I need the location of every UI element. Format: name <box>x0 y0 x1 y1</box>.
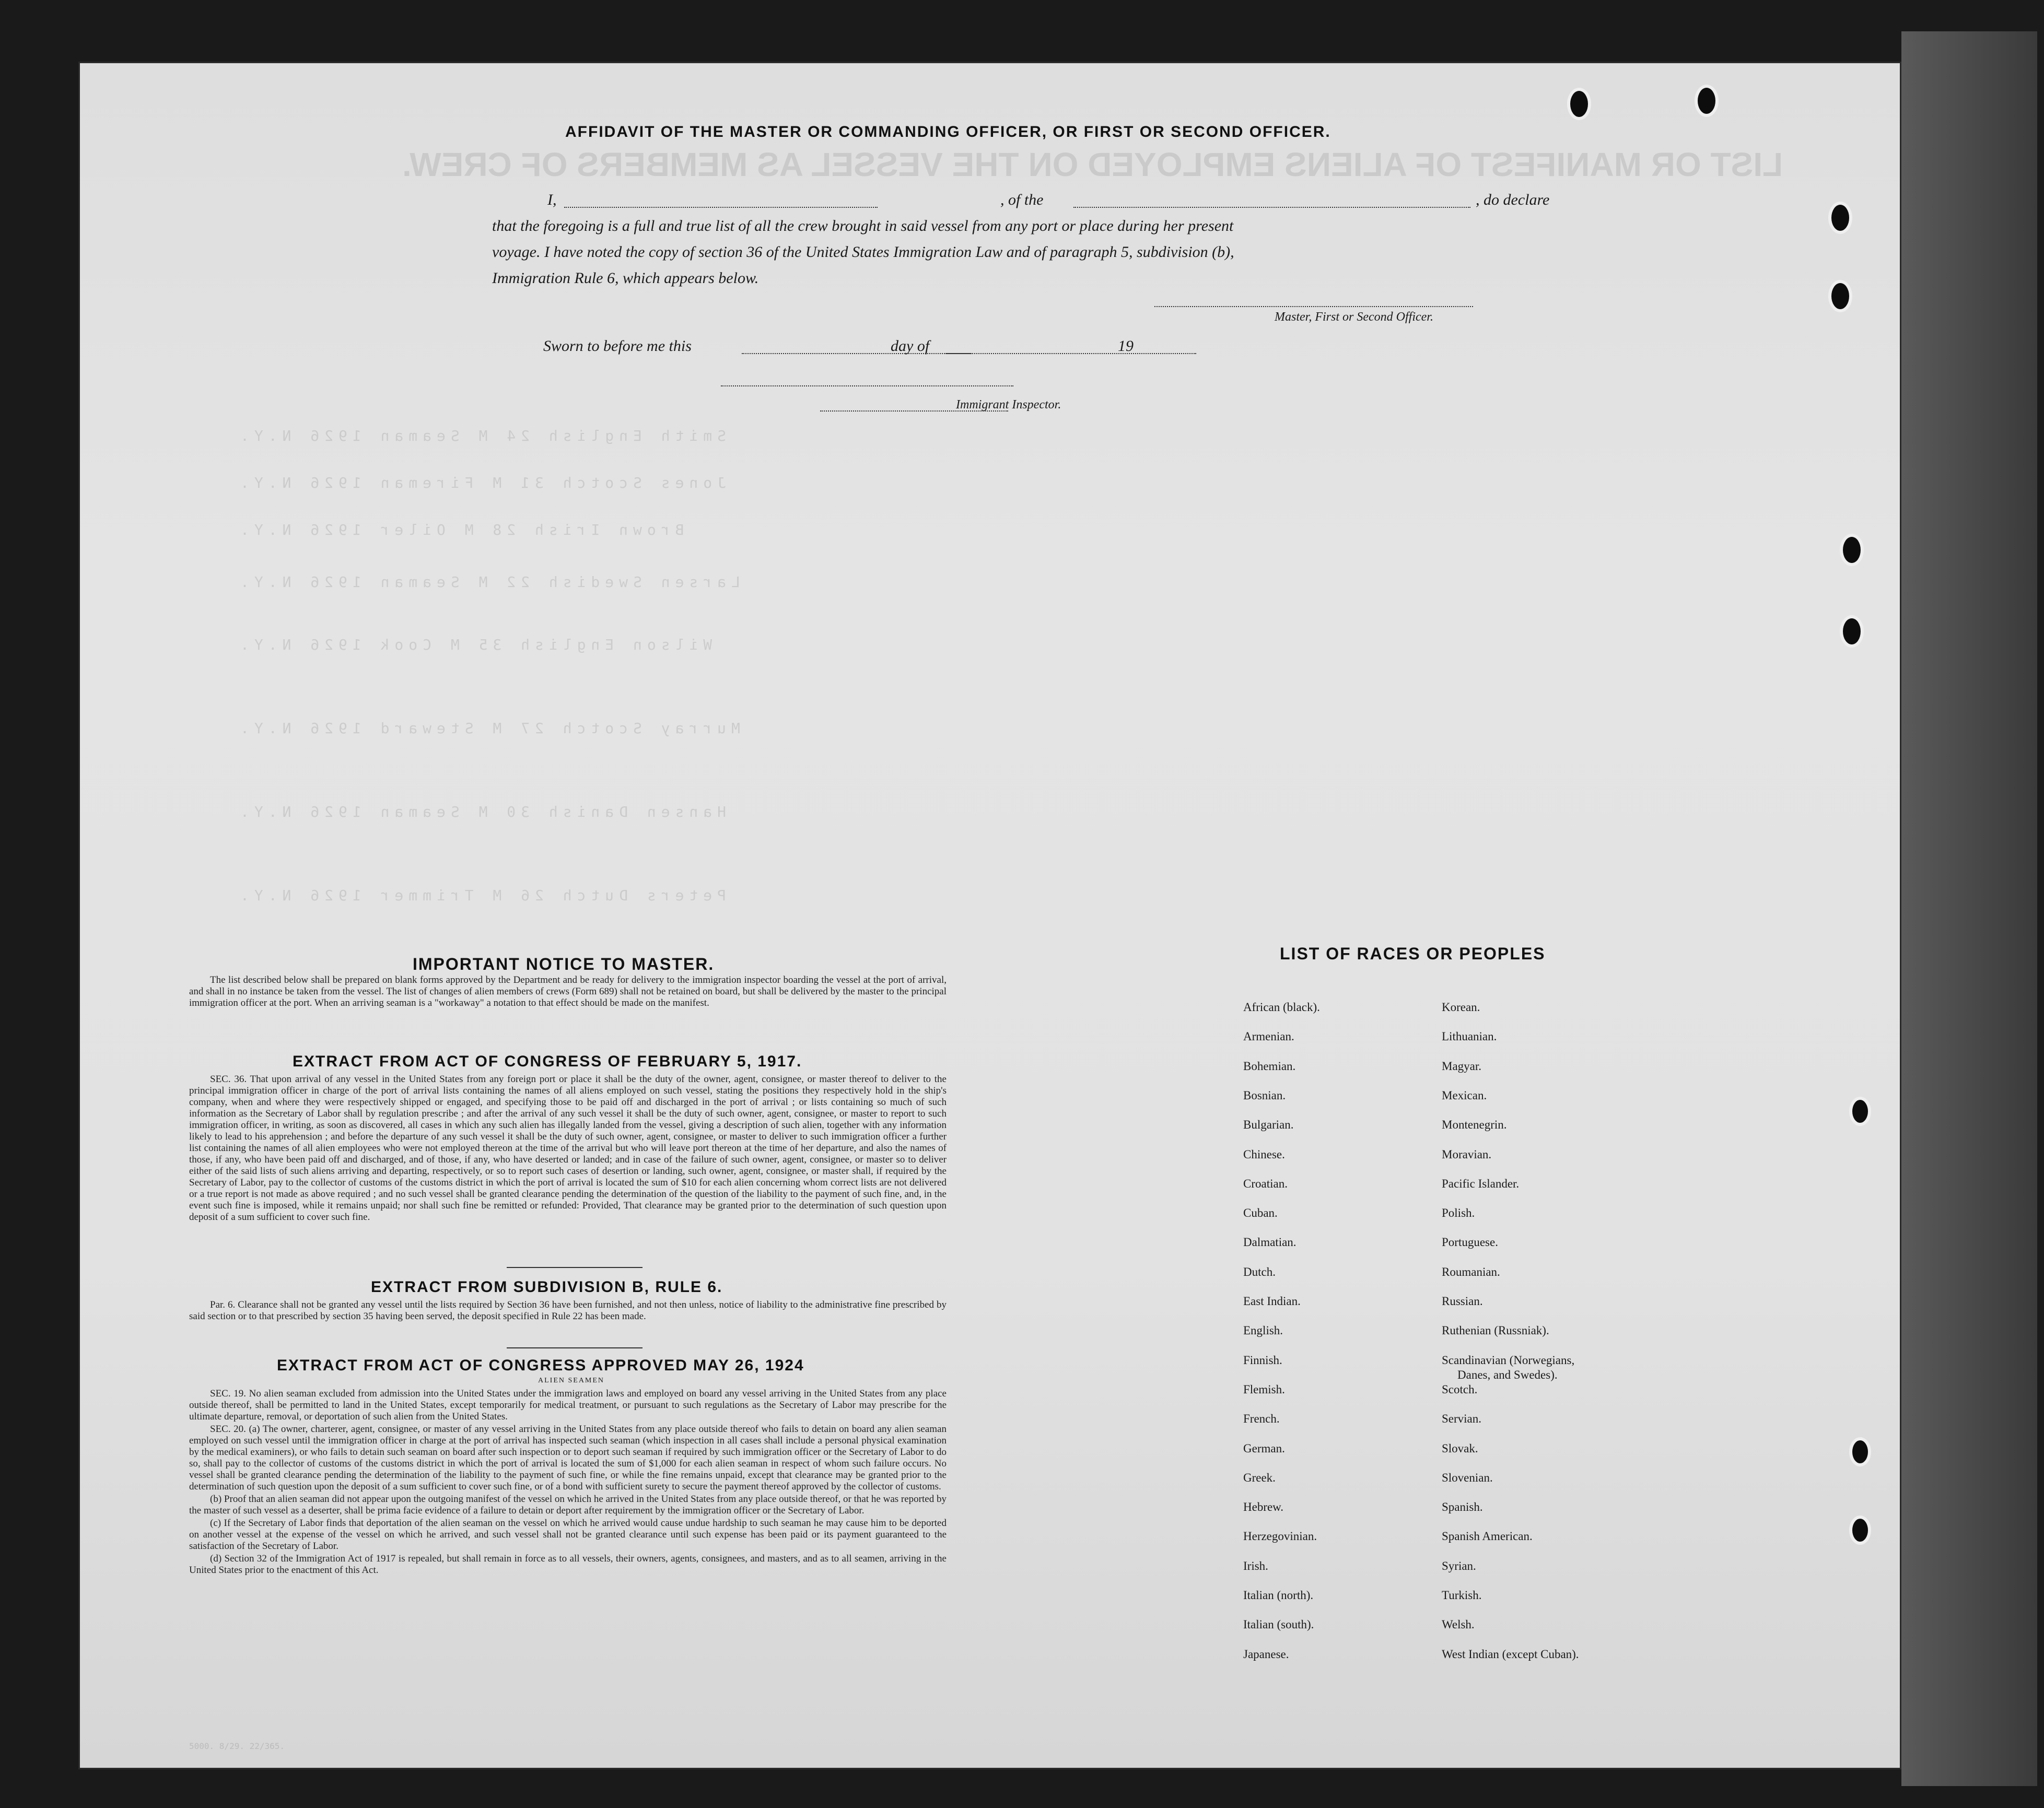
race-item: Danes, and Swedes). <box>1457 1368 1558 1381</box>
race-item: West Indian (except Cuban). <box>1442 1647 1579 1661</box>
race-item: Ruthenian (Russniak). <box>1442 1324 1549 1337</box>
paper-edge-shadow <box>1901 31 2037 1786</box>
race-item: Spanish. <box>1442 1500 1483 1514</box>
punch-hole <box>1849 1097 1871 1126</box>
affidavit-title: AFFIDAVIT OF THE MASTER OR COMMANDING OFFICER, OR FIRST OR SECOND OFFICER. <box>565 123 1331 140</box>
inspector-signature-rule <box>721 385 1013 386</box>
bleed-through-row: Murray Scotch 27 M Steward 1926 N.Y. <box>235 720 740 737</box>
section-divider <box>507 1347 643 1348</box>
race-item: Flemish. <box>1243 1382 1285 1396</box>
race-item: Montenegrin. <box>1442 1118 1507 1132</box>
race-item: Scotch. <box>1442 1382 1478 1396</box>
bleed-through-row: Larsen Swedish 22 M Seaman 1926 N.Y. <box>235 573 740 591</box>
extract-1917-title: EXTRACT FROM ACT OF CONGRESS OF FEBRUARY 5, 1917. <box>293 1053 802 1070</box>
punch-hole <box>1840 615 1864 648</box>
form-code: 5000. 8/29. 22/365. <box>189 1741 285 1751</box>
race-item: French. <box>1243 1412 1280 1426</box>
race-item: Korean. <box>1442 1001 1480 1014</box>
extract-1924-title: EXTRACT FROM ACT OF CONGRESS APPROVED MAY 26, 1924 <box>277 1357 804 1374</box>
race-item: Lithuanian. <box>1442 1030 1497 1043</box>
race-item: Syrian. <box>1442 1559 1476 1572</box>
race-item: Slovak. <box>1442 1441 1478 1455</box>
race-item: Moravian. <box>1442 1147 1492 1161</box>
race-item: Dalmatian. <box>1243 1236 1297 1249</box>
sworn-dayof-label: day of <box>891 337 930 355</box>
section-divider <box>507 1267 643 1268</box>
extract-rule6-body: Par. 6. Clearance shall not be granted any vessel until the lists required by Section 36 have been furnished, and not then unless, notice of liability to the administrative fine prescribed by said section or to that prescribed by section 35 having been served, the deposit specified in Rule 22 has been made. <box>189 1299 947 1322</box>
punch-hole <box>1849 1437 1871 1466</box>
affidavit-vessel-label: , of the <box>1000 191 1044 208</box>
race-item: East Indian. <box>1243 1295 1301 1308</box>
affidavit-text-line: that the foregoing is a full and true list of all the crew brought in said vessel from any port or place during her present <box>492 217 1234 234</box>
punch-hole <box>1828 280 1852 312</box>
race-item: Italian (south). <box>1243 1618 1314 1631</box>
race-item: Cuban. <box>1243 1206 1278 1220</box>
race-item: Japanese. <box>1243 1647 1289 1661</box>
document-page <box>78 62 1901 1769</box>
race-item: African (black). <box>1243 1001 1320 1014</box>
notice-title: IMPORTANT NOTICE TO MASTER. <box>413 955 715 973</box>
race-item: Dutch. <box>1243 1265 1276 1278</box>
officer-signature-field[interactable] <box>1154 306 1473 307</box>
sworn-month-field[interactable] <box>945 353 1196 354</box>
sworn-day-field[interactable] <box>742 353 972 354</box>
race-item: Bulgarian. <box>1243 1118 1294 1132</box>
bleed-through-title: LIST OR MANIFEST OF ALIENS EMPLOYED ON THE VESSEL AS MEMBERS OF CREW. <box>402 146 1783 183</box>
race-item: Portuguese. <box>1442 1236 1498 1249</box>
bleed-through-row: Brown Irish 28 M Oiler 1926 N.Y. <box>235 521 684 538</box>
declarant-name-field[interactable] <box>564 207 878 208</box>
punch-hole <box>1840 534 1864 566</box>
race-item: Finnish. <box>1243 1353 1282 1367</box>
bleed-through-row: Smith English 24 M Seaman 1926 N.Y. <box>235 427 727 444</box>
race-item: Irish. <box>1243 1559 1268 1572</box>
extract-1924-subtitle: ALIEN SEAMEN <box>538 1377 605 1384</box>
punch-hole <box>1695 85 1719 117</box>
inspector-caption: Immigrant Inspector. <box>956 398 1061 412</box>
race-item: Armenian. <box>1243 1030 1294 1043</box>
bleed-through-row: Wilson English 35 M Cook 1926 N.Y. <box>235 636 713 653</box>
affidavit-declarant-label: I, <box>547 191 557 208</box>
punch-hole <box>1849 1516 1871 1545</box>
punch-hole <box>1828 202 1852 234</box>
race-item: Mexican. <box>1442 1088 1487 1102</box>
notice-body: The list described below shall be prepared on blank forms approved by the Department and be ready for delivery to the immigration inspector boarding the vessel at the port of arrival, and shall in no instance be taken from the vessel. The list of changes of alien members of crews (Form 689) shall not be retained on board, but shall be delivered by the master to the principal immigration officer at the port. When an arriving seaman is a "workaway" a notation to that effect should be made on the manifest. <box>189 975 947 1008</box>
bleed-through-row: Hansen Danish 30 M Seaman 1926 N.Y. <box>235 803 727 820</box>
race-item: Chinese. <box>1243 1147 1285 1161</box>
race-item: Russian. <box>1442 1295 1483 1308</box>
officer-signature-caption: Master, First or Second Officer. <box>1275 310 1433 324</box>
race-item: Welsh. <box>1442 1618 1475 1631</box>
race-item: Magyar. <box>1442 1059 1482 1073</box>
race-item: Italian (north). <box>1243 1589 1314 1602</box>
race-item: Scandinavian (Norwegians, <box>1442 1353 1575 1367</box>
bleed-through-row: Peters Dutch 26 M Trimmer 1926 N.Y. <box>235 887 727 904</box>
race-item: Spanish American. <box>1442 1530 1533 1543</box>
race-item: Pacific Islander. <box>1442 1177 1520 1190</box>
race-item: Herzegovinian. <box>1243 1530 1317 1543</box>
affidavit-declare-label: , do declare <box>1476 191 1550 208</box>
race-item: Roumanian. <box>1442 1265 1500 1278</box>
race-item: Croatian. <box>1243 1177 1288 1190</box>
extract-rule6-title: EXTRACT FROM SUBDIVISION B, RULE 6. <box>371 1278 723 1296</box>
sworn-label: Sworn to before me this <box>543 337 692 355</box>
race-item: English. <box>1243 1324 1283 1337</box>
race-item: Greek. <box>1243 1471 1276 1484</box>
vessel-name-field[interactable] <box>1073 207 1470 208</box>
races-title: LIST OF RACES OR PEOPLES <box>1280 944 1546 963</box>
race-item: Polish. <box>1442 1206 1475 1220</box>
sworn-year-label: 19 <box>1118 337 1134 355</box>
race-item: Slovenian. <box>1442 1471 1493 1484</box>
affidavit-text-line: voyage. I have noted the copy of section 36 of the United States Immigration Law and of paragraph 5, subdivision (b), <box>492 243 1234 261</box>
extract-1917-body: SEC. 36. That upon arrival of any vessel in the United States from any foreign port or place it shall be the duty of the owner, agent, consignee, or master thereof to deliver to the principal immigration officer in charge of the port of arrival lists containing the names of all aliens employed on such vessel, stating the positions they respectively hold in the ship's company, when and where they were respectively shipped or engaged, and specifying those to be paid off and discharged in the port of arrival ; or lists containing so much of such information as the Secretary of Labor shall by regulation prescribe ; and after the arrival of any such vessel it shall be the duty of such owner, agent, consignee, or master to report to such immigration officer, in writing, as soon as discovered, all cases in which any such alien has illegally landed from the vessel, giving a description of such alien, together with any information likely to lead to his apprehension ; and before the departure of any such vessel it shall be the duty of such owner, agent, consignee, or master to deliver to such immigration officer a further list containing the names of all alien employees who were not employed thereon at the time of the arrival but who will leave port thereon at the time of her departure, and also the names of those, if any, who have been paid off and discharged, and of those, if any, who have deserted or landed; and in case of the failure of such owner, agent, consignee, or master so to deliver either of the said lists of such aliens arriving and departing, respectively, or so to report such cases of desertion or landing, such owner, agent, consignee, or master shall, if required by the Secretary of Labor, pay to the collector of customs of the customs district in which the port of arrival is located the sum of $10 for each alien concerning whom correct lists are not delivered or a true report is not made as above required ; and no such vessel shall be granted clearance pending the determination of the question of the liability to the payment of such fine, and, in the event such fine is imposed, while it remains unpaid; nor shall such fine be remitted or refunded: Provided, That clearance may be granted prior to the determination of such question upon deposit of a sum sufficient to cover such fine. <box>189 1074 947 1223</box>
affidavit-text-line: Immigration Rule 6, which appears below. <box>492 269 759 287</box>
extract-1924-body: SEC. 19. No alien seaman excluded from admission into the United States under the immigration laws and employed on board any vessel arriving in the United States from any place outside thereof, shall be permitted to land in the United States, except temporarily for medical treatment, or pursuant to such regulations as the Secretary of Labor may prescribe for the ultimate departure, removal, or deportation of such alien from the United States. SEC. 20. (a) The owner, charterer, agent, consignee, or master of any vessel arriving in the United States from any place outside thereof who fails to detain on board any alien seaman employed on such vessel until the immigration officer in charge at the port of arrival has inspected such seaman (which inspection in all cases shall include a personal physical examination by the medical examiners), or who fails to detain such seaman on board after such inspection or to deport such seaman if required by such immigration officer or the Secretary of Labor to do so, shall pay to the collector of customs of the customs district in which the port of arrival is located the sum of $1,000 for each alien seaman in respect of whom such failure occurs. No vessel shall be granted clearance pending the determination of the liability to the payment of such fine, or while the fine remains unpaid, except that clearance may be granted prior to the determination of such question upon the deposit of a sum sufficient to cover such fine, or of a bond with sufficient surety to secure the payment thereof approved by the collector of customs. (b) Proof that an alien seaman did not appear upon the outgoing manifest of the vessel on which he arrived in the United States from any place outside thereof, or that he was reported by the master of such vessel as a deserter, shall be prima facie evidence of a failure to detain or deport after requirement by the immigration officer or the Secretary of Labor. (c) If the Secretary of Labor finds that deportation of the alien seaman on the vessel on which he arrived would cause undue hardship to such seaman he may cause him to be deported on another vessel at the expense of the vessel on which he arrived, and such vessel shall not be granted clearance until such expense has been paid or its payment guaranteed to the satisfaction of the Secretary of Labor. (d) Section 32 of the Immigration Act of 1917 is repealed, but shall remain in force as to all vessels, their owners, agents, consignees, and masters, and as to all seamen, arriving in the United States prior to the enactment of this Act. <box>189 1388 947 1576</box>
race-item: Bohemian. <box>1243 1059 1296 1073</box>
race-item: Servian. <box>1442 1412 1482 1426</box>
race-item: Hebrew. <box>1243 1500 1284 1514</box>
race-item: Turkish. <box>1442 1589 1482 1602</box>
bleed-through-row: Jones Scotch 31 M Fireman 1926 N.Y. <box>235 474 727 491</box>
race-item: German. <box>1243 1441 1285 1455</box>
race-item: Bosnian. <box>1243 1088 1286 1102</box>
punch-hole <box>1567 88 1591 120</box>
